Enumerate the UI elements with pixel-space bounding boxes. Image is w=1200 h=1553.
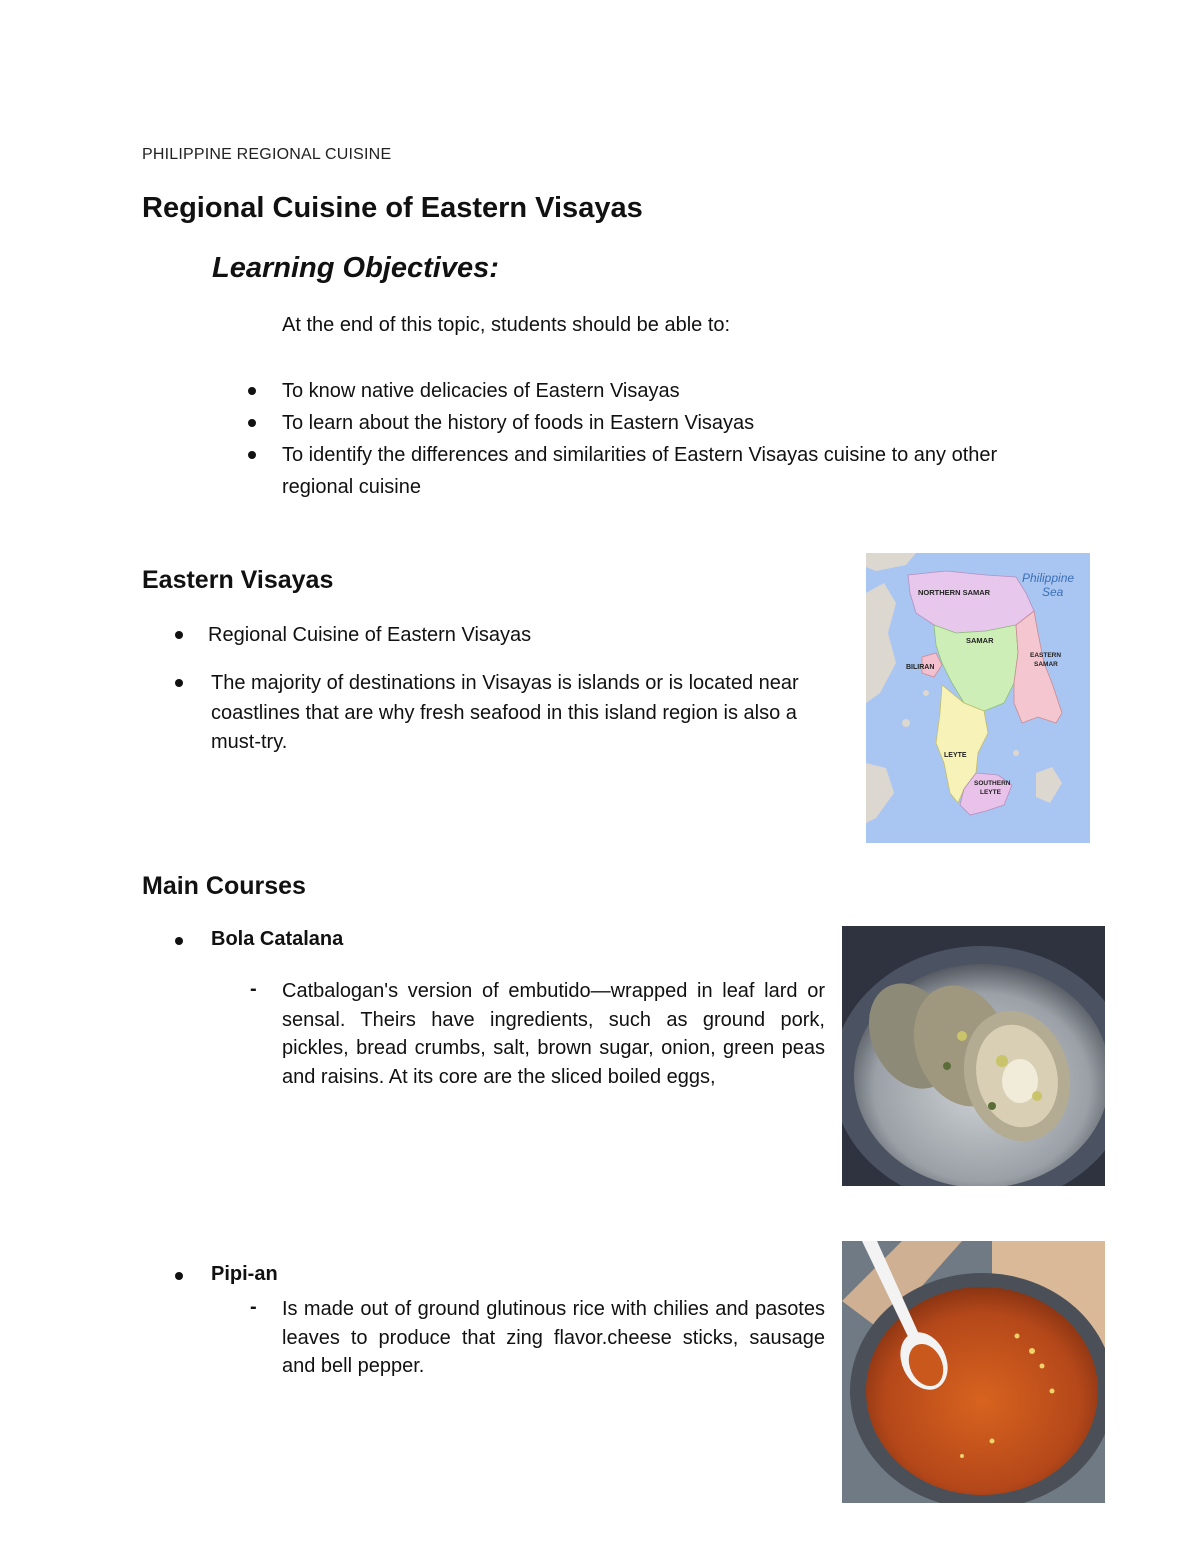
dish-name: Pipi-an: [211, 1263, 278, 1285]
bullet-icon: [175, 937, 183, 945]
map-label: SAMAR: [966, 636, 994, 645]
objective-item: To identify the differences and similarities of Eastern Visayas cuisine to any other regional cuisine: [244, 439, 1057, 503]
list-item: Regional Cuisine of Eastern Visayas: [172, 622, 852, 648]
bullet-icon: [248, 451, 256, 459]
objectives-intro: At the end of this topic, students should be able to:: [282, 314, 731, 336]
bola-catalana-photo: [842, 926, 1105, 1186]
eastern-visayas-map: [866, 553, 1090, 843]
dish-description: Catbalogan's version of embutido—wrapped in leaf lard or sensal. Theirs have ingredients, such as ground pork, pickles, bread crumbs, salt, brown sugar, onion, green peas and raisins. At its core are the sliced boiled eggs,: [282, 980, 825, 1088]
bullet-icon: [175, 631, 183, 639]
map-label: LEYTE: [980, 789, 1001, 796]
map-label: NORTHERN SAMAR: [918, 588, 991, 597]
bullet-icon: [248, 387, 256, 395]
objective-item: To know native delicacies of Eastern Visayas: [244, 375, 1044, 407]
bola-catalana-image: [842, 926, 1105, 1186]
eastern-visayas-heading: Eastern Visayas: [142, 566, 334, 594]
learning-objectives-heading: Learning Objectives:: [212, 252, 499, 284]
dish-description: Is made out of ground glutinous rice with chilies and pasotes leaves to produce that zing flavor.cheese sticks, sausage and bell pepper.: [282, 1298, 825, 1377]
map-label: SAMAR: [1034, 661, 1058, 668]
list-item: The majority of destinations in Visayas is islands or is located near coastlines that are why fresh seafood in this island region is also a must-try.: [172, 669, 852, 758]
map-label: BILIRAN: [906, 664, 935, 671]
dash-bullet: -: [250, 978, 257, 1000]
pipi-an-image: [842, 1241, 1105, 1503]
document-title: Regional Cuisine of Eastern Visayas: [142, 192, 643, 224]
eastern-visayas-list: [172, 622, 852, 758]
dish-name: Bola Catalana: [211, 928, 344, 950]
dash-bullet: -: [250, 1296, 257, 1318]
map-graphic: [866, 553, 1090, 843]
map-sea-label: Sea: [1042, 585, 1064, 599]
map-label: LEYTE: [944, 752, 967, 759]
document-header-label: PHILIPPINE REGIONAL CUISINE: [142, 146, 392, 163]
map-label: SOUTHERN: [974, 780, 1011, 787]
objective-item: To learn about the history of foods in Eastern Visayas: [244, 407, 1044, 439]
bullet-icon: [248, 419, 256, 427]
bullet-icon: [175, 679, 183, 687]
objectives-list: [244, 375, 1044, 503]
map-label: EASTERN: [1030, 652, 1062, 659]
pipi-an-photo: [842, 1241, 1105, 1503]
main-courses-heading: Main Courses: [142, 872, 306, 900]
bullet-icon: [175, 1272, 183, 1280]
map-sea-label: Philippine: [1022, 571, 1075, 585]
